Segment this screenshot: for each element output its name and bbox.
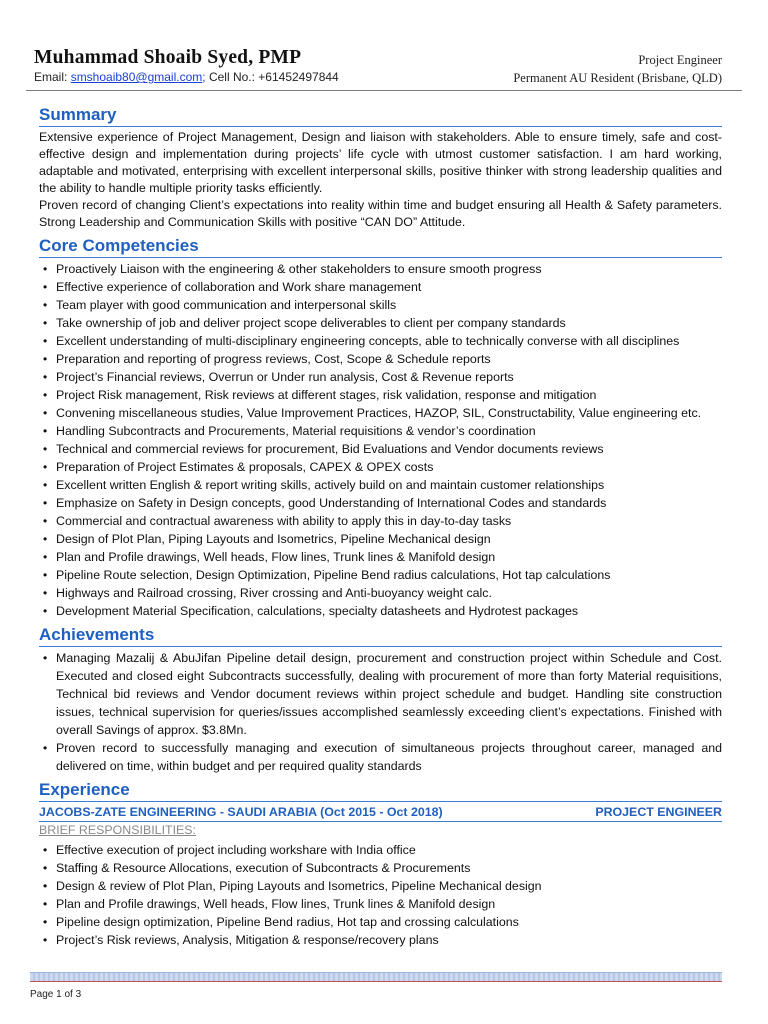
competencies-heading: Core Competencies (39, 235, 722, 258)
list-item: • Design of Plot Plan, Piping Layouts and Isometrics, Pipeline Mechanical design (39, 530, 722, 548)
competencies-list (39, 260, 722, 620)
list-item: • Handling Subcontracts and Procurements, Material requisitions & vendor’s coordination (39, 422, 722, 440)
list-item: • Preparation and reporting of progress reviews, Cost, Scope & Schedule reports (39, 350, 722, 368)
achievements-heading: Achievements (39, 624, 722, 647)
list-item: • Staffing & Resource Allocations, execution of Subcontracts & Procurements (39, 859, 722, 877)
summary-section (39, 104, 722, 231)
responsibilities-list (39, 841, 722, 949)
list-item: • Effective execution of project including workshare with India office (39, 841, 722, 859)
resume-header (34, 44, 722, 94)
footer-divider (30, 972, 722, 982)
summary-heading: Summary (39, 104, 722, 127)
header-divider (26, 90, 742, 91)
job-position: PROJECT ENGINEER (595, 805, 722, 819)
contact-line (34, 70, 339, 84)
summary-paragraph: Proven record of changing Client’s expectations into reality within time and budget ensuring all Health & Safety parameters. Strong Leadership and Communication Skills with positive “CAN DO” Attitude. (39, 198, 722, 229)
list-item: • Design & review of Plot Plan, Piping Layouts and Isometrics, Pipeline Mechanical design (39, 877, 722, 895)
email-label: Email: (34, 70, 71, 84)
experience-section (39, 779, 722, 949)
summary-paragraph: Extensive experience of Project Management, Design and liaison with stakeholders. Able to ensure timely, safe and cost-effective design and implementation during projects’ life cycle with utmost customer satisfaction. I am hard working, adaptable and motivated, enterprising with excellent interpersonal skills, positive thinker with strong leadership qualities and the ability to handle multiple priority tasks efficiently. (39, 130, 722, 195)
list-item: • Proactively Liaison with the engineering & other stakeholders to ensure smooth progress (39, 260, 722, 278)
page-number: Page 1 of 3 (30, 989, 82, 1000)
list-item: • Emphasize on Safety in Design concepts, good Understanding of International Codes and standards (39, 494, 722, 512)
competencies-section (39, 235, 722, 620)
email-link[interactable]: smshoaib80@gmail.com (70, 70, 203, 84)
list-item: • Convening miscellaneous studies, Value Improvement Practices, HAZOP, SIL, Constructability, Value engineering etc. (39, 404, 722, 422)
list-item: • Development Material Specification, calculations, specialty datasheets and Hydrotest packages (39, 602, 722, 620)
achievements-section (39, 624, 722, 775)
achievements-list (39, 649, 722, 775)
job-header (39, 804, 722, 822)
cell-number: +61452497844 (258, 70, 339, 84)
resume-body (39, 104, 722, 953)
list-item: • Plan and Profile drawings, Well heads, Flow lines, Trunk lines & Manifold design (39, 548, 722, 566)
list-item: • Project’s Financial reviews, Overrun or Under run analysis, Cost & Revenue reports (39, 368, 722, 386)
list-item: • Highways and Railroad crossing, River crossing and Anti-buoyancy weight calc. (39, 584, 722, 602)
list-item: • Technical and commercial reviews for procurement, Bid Evaluations and Vendor documents reviews (39, 440, 722, 458)
list-item: • Effective experience of collaboration and Work share management (39, 278, 722, 296)
brief-responsibilities-label: BRIEF RESPONSIBILITIES: (39, 823, 196, 837)
experience-heading: Experience (39, 779, 722, 802)
job-company: JACOBS-ZATE ENGINEERING - SAUDI ARABIA (Oct 2015 - Oct 2018) (39, 805, 443, 819)
list-item: • Project Risk management, Risk reviews at different stages, risk validation, response and mitigation (39, 386, 722, 404)
email-separator: ; (202, 70, 206, 84)
list-item: • Project’s Risk reviews, Analysis, Mitigation & response/recovery plans (39, 931, 722, 949)
list-item: • Excellent understanding of multi-disciplinary engineering concepts, able to technically converse with all disciplines (39, 332, 722, 350)
candidate-role: Project Engineer (638, 53, 722, 67)
list-item: • Plan and Profile drawings, Well heads, Flow lines, Trunk lines & Manifold design (39, 895, 722, 913)
list-item: • Excellent written English & report writing skills, actively build on and maintain customer relationships (39, 476, 722, 494)
list-item: • Preparation of Project Estimates & proposals, CAPEX & OPEX costs (39, 458, 722, 476)
list-item: • Managing Mazalij & AbuJifan Pipeline detail design, procurement and construction project within Schedule and Cost. Executed and closed eight Subcontracts successfully, dealing with procurement of more than forty Material requisitions, Technical bid reviews and Vendor document reviews within project schedule and budget. Handling site construction issues, technical supervision for queries/issues accomplished seamlessly exceeding client’s expectations. Finished with overall Savings of approx. $3.8Mn. (39, 649, 722, 739)
cell-label: Cell No.: (205, 70, 259, 84)
list-item: • Team player with good communication and interpersonal skills (39, 296, 722, 314)
list-item: • Commercial and contractual awareness with ability to apply this in day-to-day tasks (39, 512, 722, 530)
candidate-name: Muhammad Shoaib Syed, PMP (34, 47, 302, 68)
list-item: • Take ownership of job and deliver project scope deliverables to client per company standards (39, 314, 722, 332)
list-item: • Proven record to successfully managing and execution of simultaneous projects throughout career, managed and delivered on time, within budget and per required quality standards (39, 739, 722, 775)
residence-status: Permanent AU Resident (Brisbane, QLD) (513, 71, 722, 85)
list-item: • Pipeline Route selection, Design Optimization, Pipeline Bend radius calculations, Hot tap calculations (39, 566, 722, 584)
list-item: • Pipeline design optimization, Pipeline Bend radius, Hot tap and crossing calculations (39, 913, 722, 931)
